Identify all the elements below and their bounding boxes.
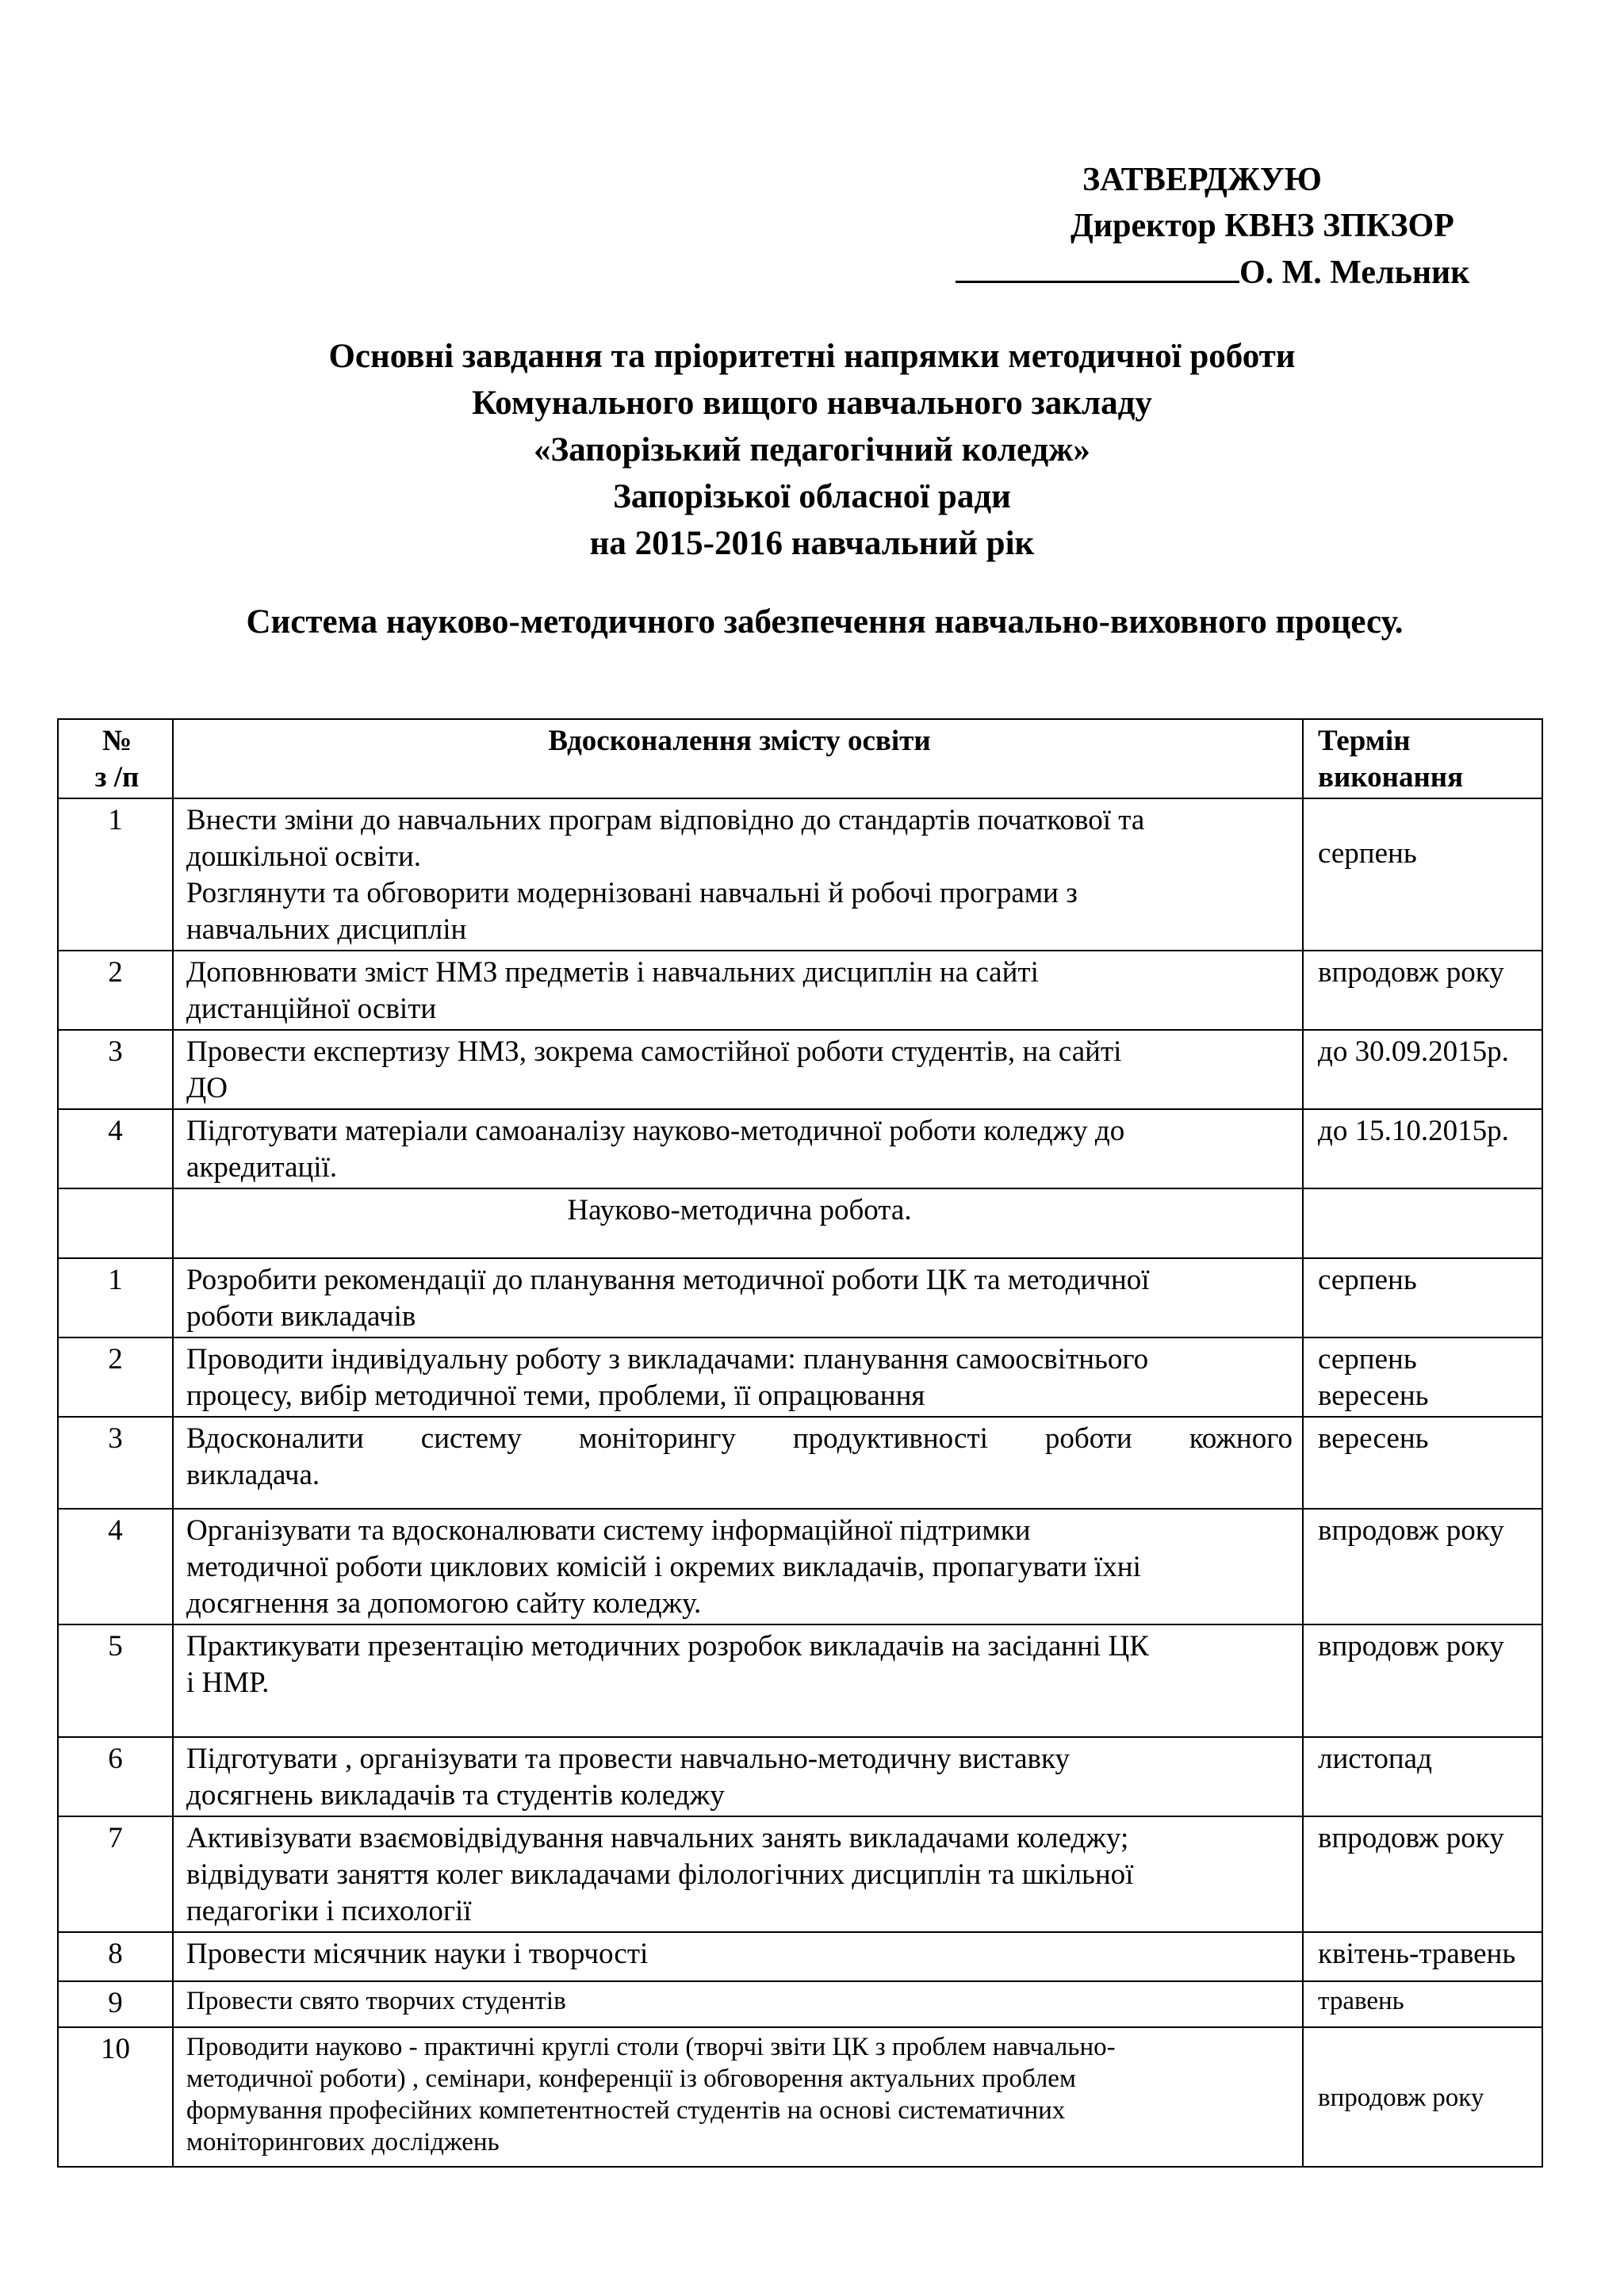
row-num: 7 bbox=[58, 1816, 173, 1932]
header-term: Термін виконання bbox=[1303, 719, 1542, 798]
table-row bbox=[58, 1030, 1542, 1109]
table-row bbox=[58, 1258, 1542, 1337]
row-task: Проводити індивідуальну роботу з викладачами: планування самоосвітнього процесу, вибір методичної теми, проблеми, її опрацювання bbox=[173, 1337, 1303, 1417]
header-num: № з /п bbox=[58, 719, 173, 798]
row-num: 9 bbox=[58, 1981, 173, 2027]
approval-signatory: О. М. Мельник bbox=[1239, 254, 1470, 291]
table-row bbox=[58, 1624, 1542, 1737]
row-term: до 15.10.2015р. bbox=[1303, 1109, 1542, 1188]
table-row bbox=[58, 1816, 1542, 1932]
table-row bbox=[58, 1932, 1542, 1981]
row-num: 6 bbox=[58, 1737, 173, 1816]
row-term: впродовж року bbox=[1303, 1509, 1542, 1624]
row-task: Проводити науково - практичні круглі столи (творчі звіти ЦК з проблем навчально- методичної роботи) , семінари, конференції із обговорення актуальних проблем формування професійних компетентностей студентів на основі систематичних моніторингових досліджень bbox=[173, 2027, 1303, 2167]
approval-position: Директор КВНЗ ЗПКЗОР bbox=[1071, 208, 1454, 244]
table-row bbox=[58, 1417, 1542, 1509]
row-num: 5 bbox=[58, 1624, 173, 1737]
row-num: 2 bbox=[58, 951, 173, 1030]
title-line: Комунального вищого навчального закладу bbox=[472, 385, 1152, 422]
approval-block bbox=[956, 157, 1526, 296]
section-heading: Науково-методична робота. bbox=[173, 1188, 1303, 1258]
row-task: Підготувати матеріали самоаналізу науково-методичної роботи коледжу до акредитації. bbox=[173, 1109, 1303, 1188]
approval-signature-line bbox=[956, 249, 1526, 296]
row-task: Провести експертизу НМЗ, зокрема самостійної роботи студентів, на сайті ДО bbox=[173, 1030, 1303, 1109]
row-task: Активізувати взаємовідвідування навчальних занять викладачами коледжу; відвідувати заняття колег викладачами філологічних дисциплін та шкільної педагогіки і психології bbox=[173, 1816, 1303, 1932]
row-term: серпень bbox=[1303, 1258, 1542, 1337]
row-num: 8 bbox=[58, 1932, 173, 1981]
row-num: 10 bbox=[58, 2027, 173, 2167]
row-term: серпень bbox=[1303, 798, 1542, 951]
row-term: до 30.09.2015р. bbox=[1303, 1030, 1542, 1109]
approval-title: ЗАТВЕРДЖУЮ bbox=[1082, 162, 1322, 198]
row-num: 4 bbox=[58, 1509, 173, 1624]
title-line: на 2015-2016 навчальний рік bbox=[589, 525, 1035, 562]
row-task: Внести зміни до навчальних програм відповідно до стандартів початкової та дошкільної освіти. Розглянути та обговорити модернізовані навчальні й робочі програми з навчальних дисциплін bbox=[173, 798, 1303, 951]
title-line: «Запорізький педагогічний коледж» bbox=[534, 431, 1090, 469]
table-row bbox=[58, 1509, 1542, 1624]
section-heading-term bbox=[1303, 1188, 1542, 1258]
section-heading-num bbox=[58, 1188, 173, 1258]
signature-underline bbox=[956, 249, 1239, 283]
row-term: впродовж року bbox=[1303, 2027, 1542, 2167]
table-row bbox=[58, 951, 1542, 1030]
row-task: Провести свято творчих студентів bbox=[173, 1981, 1303, 2027]
row-num: 1 bbox=[58, 798, 173, 951]
row-task: Практикувати презентацію методичних розробок викладачів на засіданні ЦК і НМР. bbox=[173, 1624, 1303, 1737]
row-term: вересень bbox=[1303, 1417, 1542, 1509]
row-task: Розробити рекомендації до планування методичної роботи ЦК та методичної роботи викладачів bbox=[173, 1258, 1303, 1337]
row-task: Провести місячник науки і творчості bbox=[173, 1932, 1303, 1981]
row-task: Організувати та вдосконалювати систему інформаційної підтримки методичної роботи циклових комісій і окремих викладачів, пропагувати їхні досягнення за допомогою сайту коледжу. bbox=[173, 1509, 1303, 1624]
table-row bbox=[58, 1737, 1542, 1816]
document-subtitle: Система науково-методичного забезпечення навчально-виховного процесу. bbox=[246, 603, 1404, 641]
row-term: серпень вересень bbox=[1303, 1337, 1542, 1417]
table-row bbox=[58, 1109, 1542, 1188]
row-term: квітень-травень bbox=[1303, 1932, 1542, 1981]
title-line: Запорізької обласної ради bbox=[613, 478, 1011, 515]
row-num: 1 bbox=[58, 1258, 173, 1337]
row-num: 3 bbox=[58, 1417, 173, 1509]
row-num: 4 bbox=[58, 1109, 173, 1188]
table-row bbox=[58, 798, 1542, 951]
row-term: впродовж року bbox=[1303, 1816, 1542, 1932]
row-task: Доповнювати зміст НМЗ предметів і навчальних дисциплін на сайті дистанційної освіти bbox=[173, 951, 1303, 1030]
row-task: Вдосконалити систему моніторингу продуктивності роботи кожного викладача. bbox=[173, 1417, 1303, 1509]
section-heading-row bbox=[58, 1188, 1542, 1258]
plan-table bbox=[57, 718, 1543, 2168]
document-title bbox=[0, 333, 1624, 567]
title-line: Основні завдання та пріоритетні напрямки методичної роботи bbox=[328, 338, 1296, 375]
table-row bbox=[58, 1337, 1542, 1417]
row-term: впродовж року bbox=[1303, 1624, 1542, 1737]
row-term: травень bbox=[1303, 1981, 1542, 2027]
table-row bbox=[58, 1981, 1542, 2027]
row-task: Підготувати , організувати та провести навчально-методичну виставку досягнень викладачів та студентів коледжу bbox=[173, 1737, 1303, 1816]
row-term: впродовж року bbox=[1303, 951, 1542, 1030]
header-content: Вдосконалення змісту освіти bbox=[173, 719, 1303, 798]
table-row bbox=[58, 2027, 1542, 2167]
row-term: листопад bbox=[1303, 1737, 1542, 1816]
table-header-row bbox=[58, 719, 1542, 798]
row-num: 3 bbox=[58, 1030, 173, 1109]
row-num: 2 bbox=[58, 1337, 173, 1417]
